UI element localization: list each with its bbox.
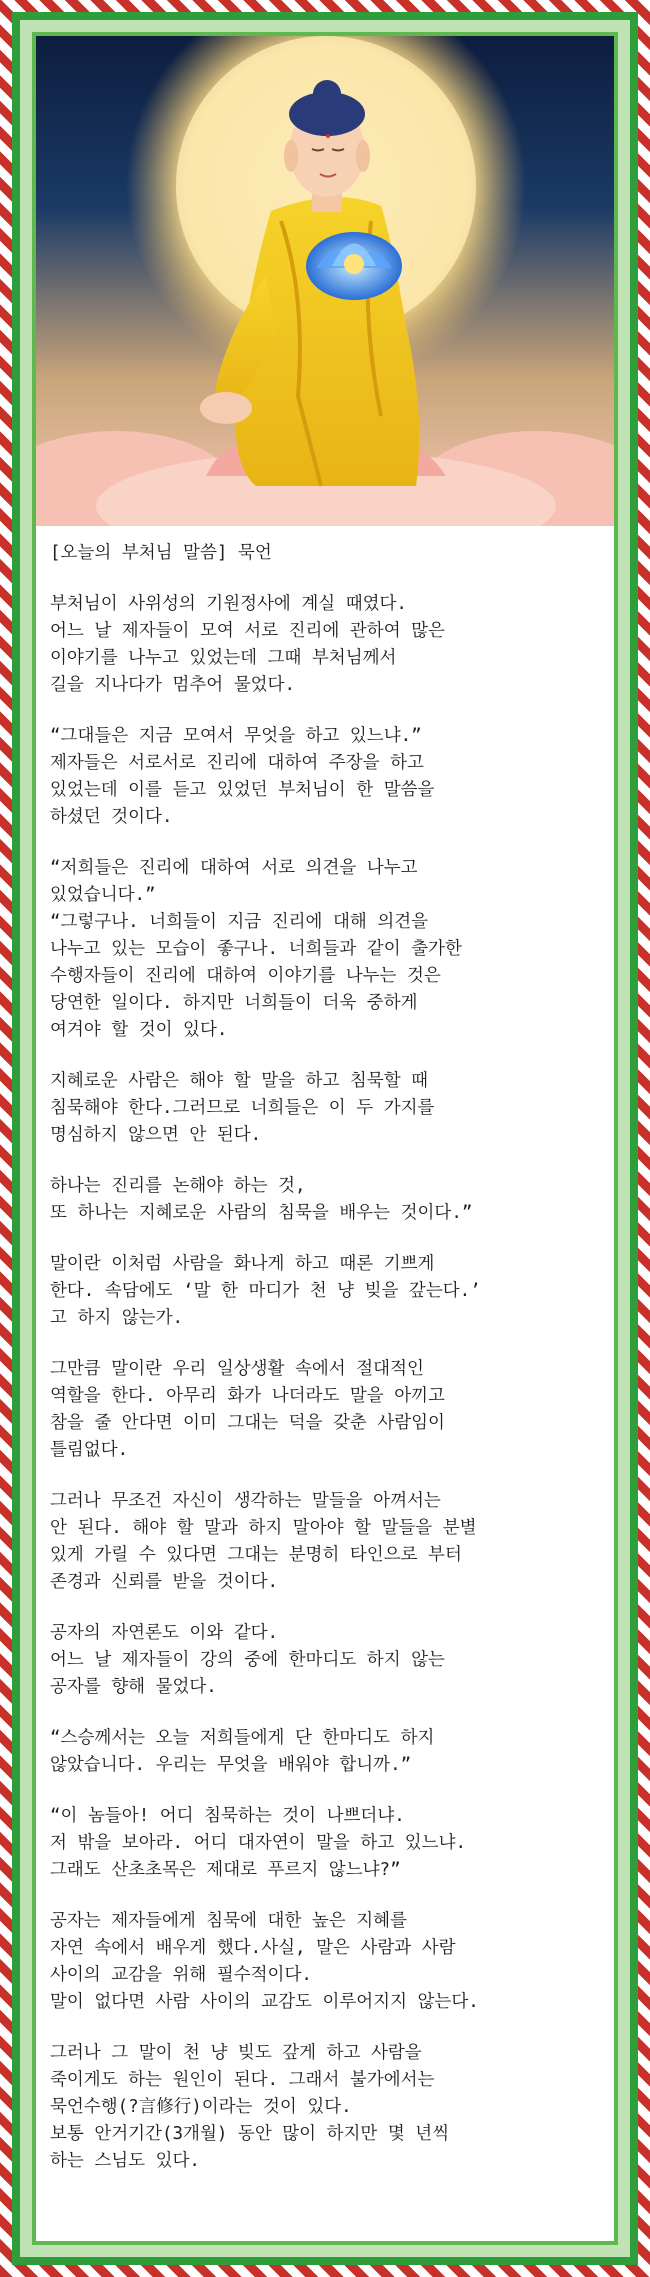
paragraph: 말이란 이처럼 사람을 화나게 하고 때론 기쁘게 한다. 속담에도 ‘말 한 마디가 천 냥 빚을 갚는다.’ 고 하지 않는가. [50,1254,481,1328]
paragraph: 공자의 자연론도 이와 같다. 어느 날 제자들이 강의 중에 한마디도 하지 않는 공자를 향해 물었다. [50,1623,445,1697]
article-title: [오늘의 부처님 말씀] 묵언 [50,543,272,563]
paragraph: 하나는 진리를 논해야 하는 것, 또 하나는 지혜로운 사람의 침묵을 배우는 것이다.” [50,1176,473,1223]
paragraph: “저희들은 진리에 대하여 서로 의견을 나누고 있었습니다.” “그렇구나. 너희들이 지금 진리에 대해 의견을 나누고 있는 모습이 좋구나. 너희들과 같이 출가한 수행자들이 진리에 대하여 이야기를 나누는 것은 당연한 일이다. 하지만 너희들이 더욱 중하게 여겨야 할 것이 있다. [50,858,462,1040]
card [32,32,618,2245]
decorative-frame [12,12,638,2265]
paragraph: 그러나 무조건 자신이 생각하는 말들을 아껴서는 안 된다. 해야 할 말과 하지 말아야 할 말들을 분별 있게 가릴 수 있다면 그대는 분명히 타인으로 부터 존경과 신뢰를 받을 것이다. [50,1491,477,1592]
paragraph: 부처님이 사위성의 기원정사에 계실 때였다. 어느 날 제자들이 모여 서로 진리에 관하여 많은 이야기를 나누고 있었는데 그때 부처님께서 길을 지나다가 멈추어 물었다. [50,594,445,695]
paragraph: 지혜로운 사람은 해야 할 말을 하고 침묵할 때 침묵해야 한다.그러므로 너희들은 이 두 가지를 명심하지 않으면 안 된다. [50,1071,435,1145]
paragraph: “그대들은 지금 모여서 무엇을 하고 있느냐.” 제자들은 서로서로 진리에 대하여 주장을 하고 있었는데 이를 듣고 있었던 부처님이 한 말씀을 하셨던 것이다. [50,726,435,827]
paragraph: 그러나 그 말이 천 냥 빚도 갚게 하고 사람을 죽이게도 하는 원인이 된다. 그래서 불가에서는 묵언수행(?言修行)이라는 것이 있다. 보통 안거기간(3개월) 동안 많이 하지만 몇 년씩 하는 스님도 있다. [50,2043,450,2171]
paragraph: 그만큼 말이란 우리 일상생활 속에서 절대적인 역할을 한다. 아무리 화가 나더라도 말을 아끼고 참을 줄 안다면 이미 그대는 덕을 갖춘 사람임이 틀림없다. [50,1359,445,1460]
article-body [36,526,614,2175]
buddha-illustration [36,36,614,526]
paragraph: “이 놈들아! 어디 침묵하는 것이 나쁘더냐. 저 밖을 보아라. 어디 대자연이 말을 하고 있느냐. 그래도 산초초목은 제대로 푸르지 않느냐?” [50,1806,467,1880]
paragraph: “스승께서는 오늘 저희들에게 단 한마디도 하지 않았습니다. 우리는 무엇을 배워야 합니까.” [50,1728,435,1775]
paragraph: 공자는 제자들에게 침묵에 대한 높은 지혜를 자연 속에서 배우게 했다.사실, 말은 사람과 사람 사이의 교감을 위해 필수적이다. 말이 없다면 사람 사이의 교감도 이루어지지 않는다. [50,1911,479,2012]
buddha-image [36,36,614,526]
